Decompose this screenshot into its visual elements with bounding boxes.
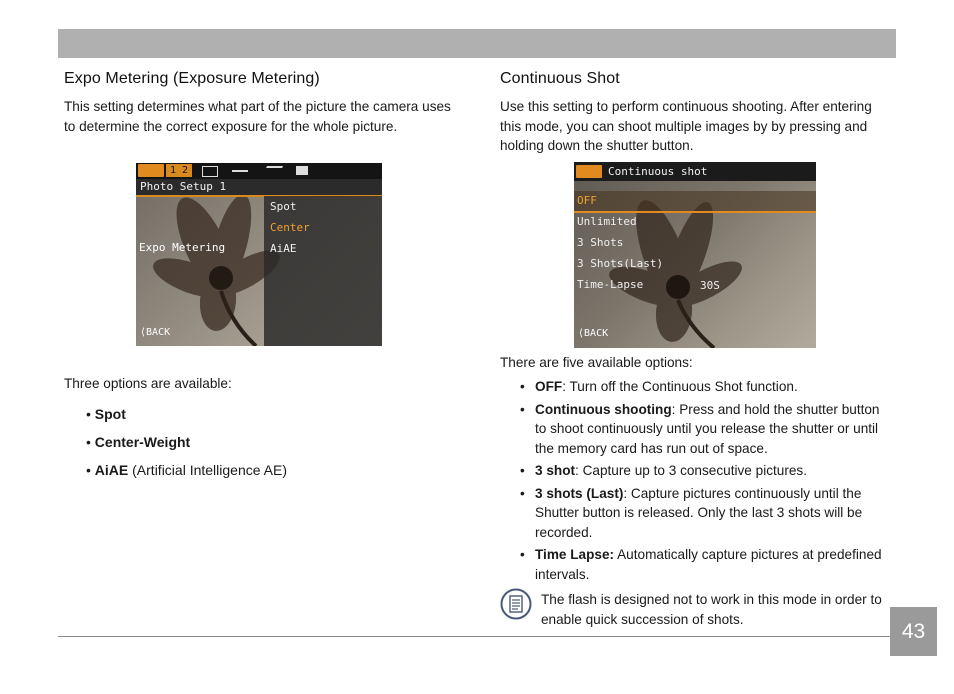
option-spot[interactable]: Spot — [270, 200, 297, 213]
menu-icon-bar — [136, 163, 382, 179]
option-center[interactable]: Center — [270, 221, 310, 234]
bullet-term: Continuous shooting — [535, 401, 672, 417]
bullet-desc: : Turn off the Continuous Shot function. — [562, 379, 798, 394]
arrow-icon — [261, 166, 283, 177]
option-aiae[interactable]: AiAE — [270, 242, 297, 255]
back-arrow-icon: ⟨ — [578, 328, 585, 339]
bullet-term: Spot — [94, 406, 126, 422]
continuous-shot-screen — [574, 162, 816, 348]
back-button[interactable] — [578, 328, 608, 339]
list-item: • Continuous shooting: Press and hold the shutter button to shoot continuously until you release the shutter or until the memory card has run out of space. — [520, 401, 880, 456]
bullet-term: OFF — [535, 379, 563, 394]
note-icon — [500, 588, 532, 620]
back-label: BACK — [146, 327, 171, 338]
card-icon — [202, 166, 218, 177]
expo-metering-intro: This setting determines what part of the picture the camera uses to determine the correct exposure for the whole picture. — [64, 99, 451, 134]
option-time-lapse[interactable]: Time-Lapse — [577, 278, 644, 291]
left-column — [64, 70, 459, 136]
three-options-intro: Three options are available: — [64, 376, 232, 391]
bullet-term: 3 shot — [535, 463, 576, 478]
option-unlimited[interactable]: Unlimited — [577, 215, 637, 228]
list-item: • OFF: Turn off the Continuous Shot function. — [520, 379, 798, 394]
expo-metering-screen — [136, 163, 382, 346]
bullet-desc: : Capture pictures continuously until the Shutter button is released. Only the last 3 shots will be recorded. — [535, 485, 863, 540]
bullet-desc: : Capture up to 3 consecutive pictures. — [575, 463, 808, 478]
continuous-shot-intro: Use this setting to perform continuous shooting. After entering this mode, you can shoot multiple images by by pressing and holding down the shutter button. — [500, 99, 872, 153]
bullet-desc: (Artificial Intelligence AE) — [128, 462, 287, 478]
note-text: The flash is designed not to work in this mode in order to enable quick succession of shots. — [541, 592, 882, 627]
right-bullet-list — [520, 377, 892, 587]
right-column — [500, 70, 892, 156]
option-3-shots[interactable]: 3 Shots — [577, 236, 624, 249]
back-button[interactable] — [140, 327, 170, 338]
bullet-term: 3 shots (Last) — [535, 485, 624, 501]
bullet-desc: Automatically capture pictures at predefined intervals. — [535, 547, 882, 582]
list-item: • 3 shots (Last): Capture pictures continuously until the Shutter button is released. Only the last 3 shots will be recorded. — [520, 485, 863, 540]
bullet-term: Time Lapse: — [535, 547, 615, 562]
options-panel — [264, 196, 382, 346]
bullet-desc: : Press and hold the shutter button to shoot continuously until you release the shutter or until the memory card has run out of space. — [535, 401, 880, 456]
time-lapse-value: 30S — [700, 279, 720, 292]
header-bar — [58, 29, 896, 58]
option-3-shots-last[interactable]: 3 Shots(Last) — [577, 257, 664, 270]
footer-rule — [58, 636, 890, 637]
camera-tab-icon — [576, 165, 602, 178]
camera-tab-icon — [138, 164, 164, 177]
continuous-shot-heading: Continuous Shot — [500, 70, 620, 87]
left-bullet-list — [86, 405, 426, 489]
page-number: 43 — [890, 607, 937, 656]
flower-background — [574, 162, 816, 348]
screen-title: Photo Setup 1 — [140, 180, 227, 193]
page-tab: 1 2 — [166, 164, 192, 177]
list-item: • Center-Weight — [86, 434, 191, 450]
key-icon — [232, 170, 248, 172]
list-item: • Time Lapse: Automatically capture pictures at predefined intervals. — [520, 547, 882, 582]
play-icon — [296, 166, 308, 175]
setting-label: Expo Metering — [139, 241, 226, 254]
list-item: • AiAE (Artificial Intelligence AE) — [86, 462, 287, 478]
list-item: • Spot — [86, 406, 126, 422]
selected-row-highlight — [574, 191, 816, 213]
screen-title: Continuous shot — [608, 165, 708, 178]
back-label: BACK — [584, 328, 609, 339]
list-item: • 3 shot: Capture up to 3 consecutive pictures. — [520, 463, 808, 478]
bullet-term: AiAE — [94, 462, 129, 478]
back-arrow-icon: ⟨ — [140, 327, 147, 338]
bullet-term: Center-Weight — [94, 434, 191, 450]
option-off[interactable]: OFF — [577, 194, 597, 207]
five-options-intro: There are five available options: — [500, 355, 693, 370]
expo-metering-heading: Expo Metering (Exposure Metering) — [64, 70, 320, 87]
